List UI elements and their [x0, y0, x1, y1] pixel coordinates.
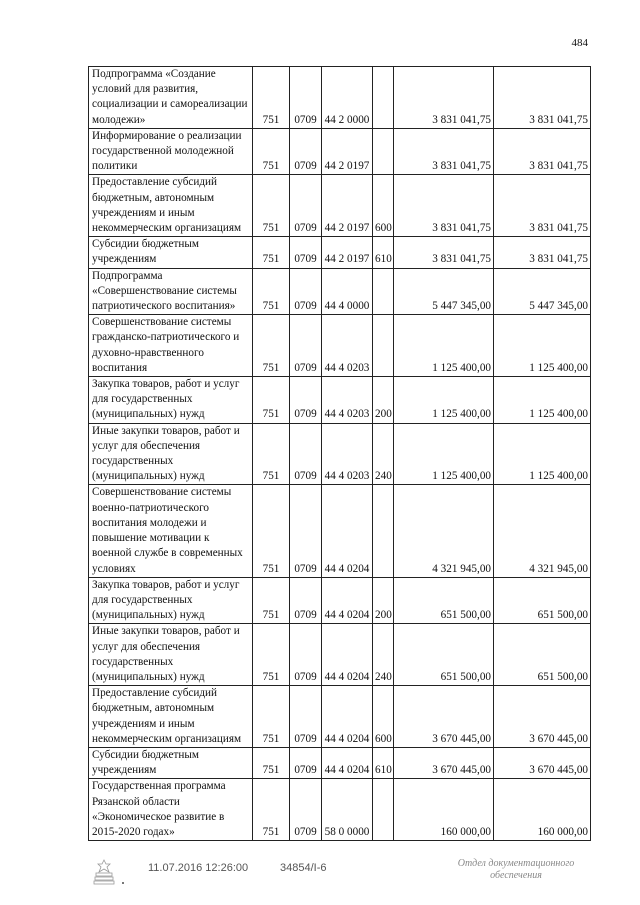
footer-department-line2: обеспечения	[490, 870, 542, 881]
row-rzd: 0709	[290, 377, 322, 424]
row-sum-2: 3 831 041,75	[494, 128, 591, 175]
row-sum-1: 3 831 041,75	[394, 237, 494, 268]
row-ved: 751	[253, 128, 290, 175]
row-rzd: 0709	[290, 577, 322, 624]
row-csr: 44 4 0203	[322, 423, 373, 485]
row-rzd: 0709	[290, 128, 322, 175]
row-ved: 751	[253, 377, 290, 424]
row-ved: 751	[253, 686, 290, 748]
row-vr: 200	[373, 577, 394, 624]
footer-department	[436, 858, 596, 882]
table-row	[89, 747, 591, 778]
row-sum-1: 3 831 041,75	[394, 128, 494, 175]
row-sum-2: 651 500,00	[494, 624, 591, 686]
row-sum-1: 3 670 445,00	[394, 747, 494, 778]
row-csr: 44 4 0204	[322, 747, 373, 778]
row-ved: 751	[253, 175, 290, 237]
scan-artifact	[122, 882, 124, 884]
row-csr: 44 4 0204	[322, 686, 373, 748]
row-name: Совершенствование системы военно-патриотического воспитания молодежи и повышение мотивации к военной службе в современных условиях	[89, 485, 253, 577]
row-csr: 44 4 0203	[322, 377, 373, 424]
row-vr	[373, 128, 394, 175]
row-vr	[373, 268, 394, 315]
row-vr: 200	[373, 377, 394, 424]
row-ved: 751	[253, 237, 290, 268]
budget-table	[88, 66, 591, 841]
row-sum-1: 651 500,00	[394, 624, 494, 686]
row-sum-1: 1 125 400,00	[394, 377, 494, 424]
row-sum-2: 1 125 400,00	[494, 315, 591, 377]
table-row	[89, 577, 591, 624]
row-name: Подпрограмма «Совершенствование системы патриотического воспитания»	[89, 268, 253, 315]
coat-of-arms-icon	[92, 858, 116, 886]
row-sum-1: 1 125 400,00	[394, 423, 494, 485]
row-csr: 44 4 0204	[322, 485, 373, 577]
table-row	[89, 423, 591, 485]
row-name: Субсидии бюджетным учреждениям	[89, 237, 253, 268]
row-name: Закупка товаров, работ и услуг для государственных (муниципальных) нужд	[89, 377, 253, 424]
row-sum-2: 3 831 041,75	[494, 67, 591, 129]
row-csr: 44 2 0197	[322, 128, 373, 175]
row-sum-1: 651 500,00	[394, 577, 494, 624]
row-ved: 751	[253, 315, 290, 377]
row-sum-2: 1 125 400,00	[494, 377, 591, 424]
row-sum-1: 3 670 445,00	[394, 686, 494, 748]
row-rzd: 0709	[290, 268, 322, 315]
row-csr: 44 2 0000	[322, 67, 373, 129]
row-vr	[373, 315, 394, 377]
table-row	[89, 175, 591, 237]
row-rzd: 0709	[290, 237, 322, 268]
row-ved: 751	[253, 747, 290, 778]
table-row	[89, 779, 591, 841]
row-sum-2: 1 125 400,00	[494, 423, 591, 485]
table-row	[89, 128, 591, 175]
row-sum-1: 3 831 041,75	[394, 67, 494, 129]
row-name: Субсидии бюджетным учреждениям	[89, 747, 253, 778]
row-csr: 44 4 0204	[322, 577, 373, 624]
row-sum-2: 651 500,00	[494, 577, 591, 624]
row-ved: 751	[253, 423, 290, 485]
row-csr: 44 2 0197	[322, 237, 373, 268]
row-rzd: 0709	[290, 315, 322, 377]
footer-datetime: 11.07.2016 12:26:00	[148, 862, 249, 874]
row-vr: 610	[373, 747, 394, 778]
row-sum-1: 4 321 945,00	[394, 485, 494, 577]
table-row	[89, 377, 591, 424]
row-name: Предоставление субсидий бюджетным, автономным учреждениям и иным некоммерческим организациям	[89, 686, 253, 748]
row-rzd: 0709	[290, 624, 322, 686]
row-ved: 751	[253, 485, 290, 577]
row-vr: 610	[373, 237, 394, 268]
row-sum-2: 3 831 041,75	[494, 175, 591, 237]
footer-doc-number: 34854/I-6	[280, 862, 327, 874]
row-sum-2: 5 447 345,00	[494, 268, 591, 315]
row-vr: 600	[373, 175, 394, 237]
table-row	[89, 485, 591, 577]
row-csr: 44 4 0204	[322, 624, 373, 686]
row-name: Закупка товаров, работ и услуг для государственных (муниципальных) нужд	[89, 577, 253, 624]
row-vr: 600	[373, 686, 394, 748]
row-vr: 240	[373, 423, 394, 485]
row-name: Информирование о реализации государственной молодежной политики	[89, 128, 253, 175]
row-vr: 240	[373, 624, 394, 686]
row-csr: 58 0 0000	[322, 779, 373, 841]
table-row	[89, 67, 591, 129]
page-footer	[0, 852, 640, 905]
row-rzd: 0709	[290, 686, 322, 748]
row-ved: 751	[253, 779, 290, 841]
row-rzd: 0709	[290, 485, 322, 577]
table-row	[89, 686, 591, 748]
table-row	[89, 237, 591, 268]
row-csr: 44 4 0203	[322, 315, 373, 377]
row-rzd: 0709	[290, 747, 322, 778]
row-rzd: 0709	[290, 423, 322, 485]
row-name: Иные закупки товаров, работ и услуг для обеспечения государственных (муниципальных) нужд	[89, 423, 253, 485]
row-sum-1: 1 125 400,00	[394, 315, 494, 377]
page-number: 484	[571, 37, 588, 49]
row-sum-1: 5 447 345,00	[394, 268, 494, 315]
row-name: Государственная программа Рязанской области «Экономическое развитие в 2015-2020 годах»	[89, 779, 253, 841]
row-sum-2: 160 000,00	[494, 779, 591, 841]
table-row	[89, 268, 591, 315]
row-vr	[373, 67, 394, 129]
row-ved: 751	[253, 268, 290, 315]
row-name: Совершенствование системы гражданско-патриотического и духовно-нравственного воспитания	[89, 315, 253, 377]
row-csr: 44 2 0197	[322, 175, 373, 237]
row-rzd: 0709	[290, 67, 322, 129]
row-csr: 44 4 0000	[322, 268, 373, 315]
row-sum-2: 3 670 445,00	[494, 686, 591, 748]
row-name: Иные закупки товаров, работ и услуг для обеспечения государственных (муниципальных) нужд	[89, 624, 253, 686]
row-rzd: 0709	[290, 779, 322, 841]
table-row	[89, 624, 591, 686]
row-sum-2: 3 831 041,75	[494, 237, 591, 268]
row-name: Предоставление субсидий бюджетным, автономным учреждениям и иным некоммерческим организациям	[89, 175, 253, 237]
row-sum-2: 4 321 945,00	[494, 485, 591, 577]
footer-department-line1: Отдел документационного	[457, 858, 575, 869]
row-sum-1: 3 831 041,75	[394, 175, 494, 237]
row-rzd: 0709	[290, 175, 322, 237]
table-row	[89, 315, 591, 377]
row-sum-2: 3 670 445,00	[494, 747, 591, 778]
row-ved: 751	[253, 624, 290, 686]
row-ved: 751	[253, 67, 290, 129]
row-ved: 751	[253, 577, 290, 624]
row-sum-1: 160 000,00	[394, 779, 494, 841]
row-vr	[373, 779, 394, 841]
row-name: Подпрограмма «Создание условий для развития, социализации и самореализации молодежи»	[89, 67, 253, 129]
row-vr	[373, 485, 394, 577]
